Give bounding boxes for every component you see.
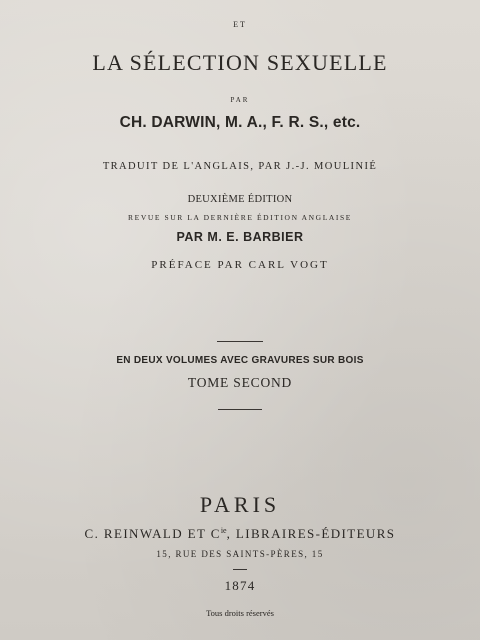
divider-rule [218, 409, 262, 410]
tome-line: TOME SECOND [187, 375, 293, 390]
author-line: CH. DARWIN, M. A., F. R. S., etc. [119, 114, 361, 131]
volumes-line: EN DEUX VOLUMES AVEC GRAVURES SUR BOIS [116, 355, 364, 366]
conjunction-et: ET [233, 20, 247, 29]
address-line: 15, RUE DES SAINTS-PÈRES, 15 [156, 549, 324, 559]
publisher-role: , LIBRAIRES-ÉDITEURS [226, 526, 396, 541]
city-line: PARIS [199, 492, 281, 517]
divider-rule [217, 341, 263, 342]
publisher-superscript: ie [220, 526, 227, 535]
by-label: PAR [230, 96, 250, 104]
reviser-line: PAR M. E. BARBIER [176, 230, 304, 244]
preface-line: PRÉFACE PAR CARL VOGT [151, 259, 329, 271]
edition-line: DEUXIÈME ÉDITION [187, 194, 293, 205]
revision-line: REVUE SUR LA DERNIÈRE ÉDITION ANGLAISE [128, 213, 352, 222]
year-line: 1874 [224, 578, 256, 593]
divider-rule [233, 569, 247, 570]
publisher-line [0, 526, 480, 542]
translator-line: TRADUIT DE L'ANGLAIS, PAR J.-J. MOULINIÉ [102, 161, 378, 172]
rights-line: Tous droits réservés [206, 608, 274, 618]
book-title: LA SÉLECTION SEXUELLE [92, 50, 388, 75]
publisher-name: C. REINWALD ET C [84, 526, 221, 541]
